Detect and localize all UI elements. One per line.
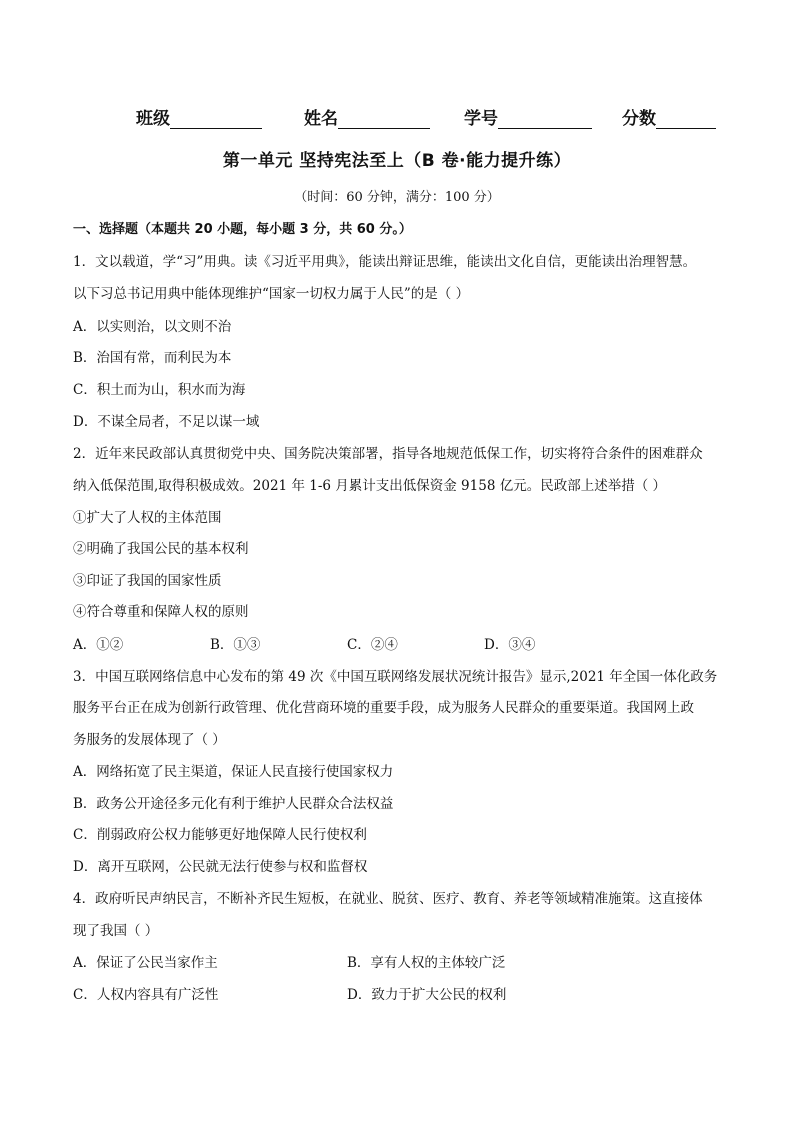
section-heading: 一、选择题（本题共 20 小题，每小题 3 分，共 60 分。） xyxy=(73,222,412,237)
q4-stem-line2: 现了我国（ ） xyxy=(73,923,159,939)
q1-stem-line1: 1．文以载道，学“习”用典。读《习近平用典》，能读出辩证思维，能读出文化自信，更能读出治理智慧。 xyxy=(73,254,697,270)
q3-stem-line1: 3．中国互联网络信息中心发布的第 49 次《中国互联网络发展状况统计报告》显示,2021 年全国一体化政务 xyxy=(73,669,718,685)
class-blank[interactable] xyxy=(170,110,262,129)
q2-statement-2: ②明确了我国公民的基本权利 xyxy=(73,541,249,557)
name-label: 姓名 xyxy=(304,109,338,129)
class-label: 班级 xyxy=(136,109,170,129)
id-label: 学号 xyxy=(464,109,498,129)
q3-stem-line2: 服务平台正在成为创新行政管理、优化营商环境的重要手段，成为服务人民群众的重要渠道。我国网上政 xyxy=(73,700,694,716)
class-field xyxy=(136,104,262,129)
exam-subtitle: （时间：60 分钟，满分：100 分） xyxy=(294,190,500,205)
score-label: 分数 xyxy=(622,109,656,129)
score-blank[interactable] xyxy=(656,110,716,129)
id-field xyxy=(464,104,592,129)
q4-stem-line1: 4．政府听民声纳民言，不断补齐民生短板，在就业、脱贫、医疗、教育、养老等领域精准施策。这直接体 xyxy=(73,891,703,907)
q2-statement-4: ④符合尊重和保障人权的原则 xyxy=(73,604,249,620)
student-info-header xyxy=(136,104,726,130)
score-field xyxy=(622,104,716,129)
q1-option-b: B．治国有常，而利民为本 xyxy=(73,350,232,366)
q3-option-d: D．离开互联网，公民就无法行使参与权和监督权 xyxy=(73,859,368,875)
q2-option-d: D．③④ xyxy=(484,637,536,653)
q2-statement-3: ③印证了我国的国家性质 xyxy=(73,573,222,589)
q1-stem-line2: 以下习总书记用典中能体现维护“国家一切权力属于人民”的是（ ） xyxy=(73,286,470,302)
q1-option-d: D．不谋全局者，不足以谋一域 xyxy=(73,414,260,430)
q2-option-c: C．②④ xyxy=(347,637,398,653)
q4-option-a: A．保证了公民当家作主 xyxy=(73,955,218,971)
q3-option-b: B．政务公开途径多元化有利于维护人民群众合法权益 xyxy=(73,796,394,812)
name-blank[interactable] xyxy=(338,110,430,129)
exam-title: 第一单元 坚持宪法至上（B 卷·能力提升练） xyxy=(222,151,572,171)
q2-option-a: A．①② xyxy=(73,637,124,653)
q4-option-b: B．享有人权的主体较广泛 xyxy=(347,955,506,971)
q2-option-b: B．①③ xyxy=(210,637,261,653)
id-blank[interactable] xyxy=(498,110,592,129)
q3-option-a: A．网络拓宽了民主渠道，保证人民直接行使国家权力 xyxy=(73,764,394,780)
q3-stem-line3: 务服务的发展体现了（ ） xyxy=(73,732,226,748)
q1-option-a: A．以实则治，以文则不治 xyxy=(73,319,232,335)
q3-option-c: C．削弱政府公权力能够更好地保障人民行使权利 xyxy=(73,827,367,843)
q2-stem-line2: 纳入低保范围,取得积极成效。2021 年 1-6 月累计支出低保资金 9158 亿元。民政部上述举措（ ） xyxy=(73,478,666,494)
name-field xyxy=(304,104,430,129)
q2-stem-line1: 2．近年来民政部认真贯彻党中央、国务院决策部署，指导各地规范低保工作，切实将符合条件的困难群众 xyxy=(73,446,703,462)
q2-statement-1: ①扩大了人权的主体范围 xyxy=(73,510,222,526)
q1-option-c: C．积土而为山，积水而为海 xyxy=(73,382,246,398)
q4-option-c: C．人权内容具有广泛性 xyxy=(73,987,219,1003)
q4-option-d: D．致力于扩大公民的权利 xyxy=(347,987,507,1003)
